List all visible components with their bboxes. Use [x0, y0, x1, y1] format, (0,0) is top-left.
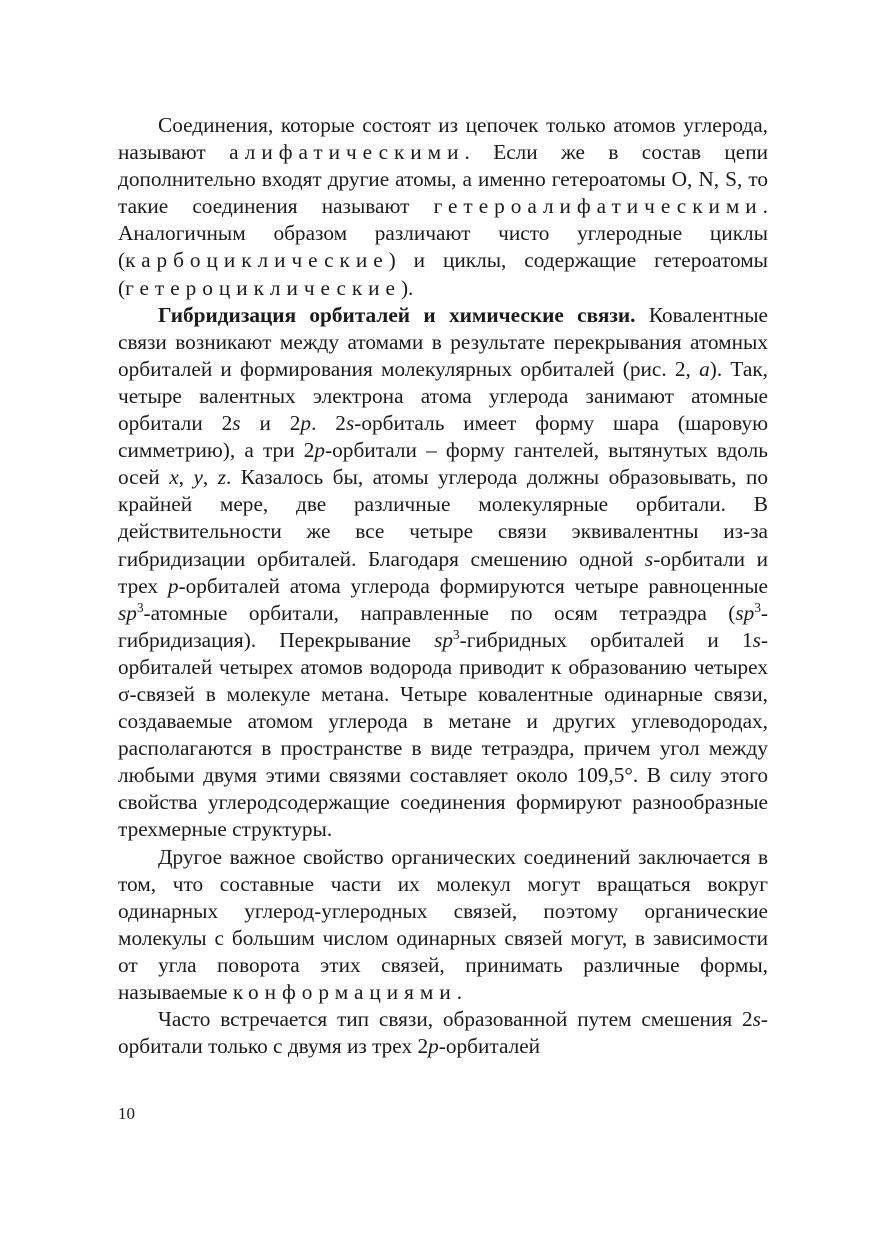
italic-term: s — [232, 411, 241, 436]
bold-heading: Гибридизация орбиталей и химические связи. — [158, 302, 636, 327]
italic-term: s — [345, 411, 355, 436]
spaced-term: гетероалифатическими — [433, 194, 763, 219]
text-run: , — [202, 465, 218, 490]
spaced-term: карбоциклические — [125, 248, 389, 273]
text-run: ). Так, четыре валентных электрона атома углерода занимают атомные орбитали 2 — [118, 356, 769, 436]
italic-term: s — [644, 546, 654, 571]
text-run: . — [456, 980, 463, 1004]
text-run: Соединения, которые состоят из цепочек только атомов углерода, называют — [118, 113, 768, 165]
italic-term: p — [428, 1034, 439, 1059]
italic-term: sp — [118, 600, 137, 625]
italic-term: s — [752, 1007, 761, 1032]
text-run: . 2 — [311, 411, 346, 436]
text-run: Другое важное свойство органических соединений заключается в том, что составные части их молекул могут вращаться вокруг одинарных углерод-углеродных связей, поэтому органические молекулы с большим числом одинарных связей могут, в зависимости от угла поворота этих связей, принимать различные формы, называемые — [118, 844, 768, 1004]
text-run: и 2 — [240, 411, 301, 436]
text-run: -гибридизация). Перекрывание — [118, 600, 768, 652]
italic-term: p — [300, 411, 312, 436]
text-run: ). — [400, 275, 414, 300]
italic-term: p — [167, 573, 179, 598]
spaced-term: гетероциклические — [125, 275, 401, 300]
text-run: ) и циклы, содержащие гетероатомы ( — [118, 248, 768, 300]
superscript: 3 — [754, 599, 761, 615]
italic-term: z — [217, 465, 227, 490]
italic-term: sp — [735, 600, 755, 625]
spaced-term: алифатическими — [229, 140, 465, 165]
text-run: -орбитали и трех — [118, 546, 768, 598]
paragraph-aliphatic — [118, 112, 768, 302]
italic-term: sp — [434, 627, 454, 652]
italic-term: x — [169, 465, 179, 490]
text-run: -орбиталей — [438, 1034, 541, 1059]
text-run: -орбитали только с двумя из трех 2 — [118, 1007, 768, 1059]
spaced-term: конформациями — [232, 980, 457, 1004]
text-run: -атомные орбитали, направленные по осям тетраэдра ( — [143, 600, 736, 625]
italic-term: y — [193, 465, 203, 490]
italic-term: p — [314, 438, 326, 463]
text-run: . Аналогичным образом различают чисто углеродные циклы ( — [118, 194, 768, 273]
text-run: . Если же в состав цепи дополнительно входят другие атомы, а именно гетероатомы O, N, S, то такие соединения называют — [118, 140, 768, 219]
paragraph-hybridization — [118, 302, 768, 844]
paragraph-sp2-intro — [118, 1006, 768, 1060]
text-run: -орбиталь имеет форму шара (шаровую симметрию), а три 2 — [118, 411, 769, 463]
italic-term: s — [752, 627, 761, 652]
text-run: Часто встречается тип связи, образованной путем смешения 2 — [158, 1007, 753, 1032]
text-run: . Казалось бы, атомы углерода должны образовывать, по крайней мере, две различные молекулярные орбитали. В действительности же все четыре связи эквивалентны из-за гибридизации орбиталей. Благодаря смешению одной — [118, 465, 768, 571]
page-number: 10 — [118, 1104, 135, 1123]
text-run: -орбиталей атома углерода формируются четыре равноценные — [178, 573, 768, 598]
superscript: 3 — [453, 626, 460, 642]
page-body — [118, 112, 768, 1060]
text-run: , — [178, 465, 194, 490]
text-run: -орбиталей четырех атомов водорода приводит к образованию четырех σ-связей в молекуле метана. Четыре ковалентные одинарные связи, создаваемые атомом углерода в метане и других углеводородах, располагаются в пространстве в виде тетраэдра, причем угол между любыми двумя этими связями составляет около 109,5°. В силу этого свойства углеродсодержащие соединения формируют разнообразные трехмерные структуры. — [118, 627, 768, 842]
text-run: Ковалентные связи возникают между атомами в результате перекрывания атомных орбиталей и формирования молекулярных орбиталей (рис. 2, — [118, 302, 768, 381]
superscript: 3 — [136, 599, 144, 615]
paragraph-conformations — [118, 844, 768, 1007]
text-run: -орбитали – форму гантелей, вытянутых вдоль осей — [118, 438, 768, 490]
text-run: -гибридных орбиталей и 1 — [459, 627, 753, 652]
italic-term: а — [699, 356, 710, 381]
